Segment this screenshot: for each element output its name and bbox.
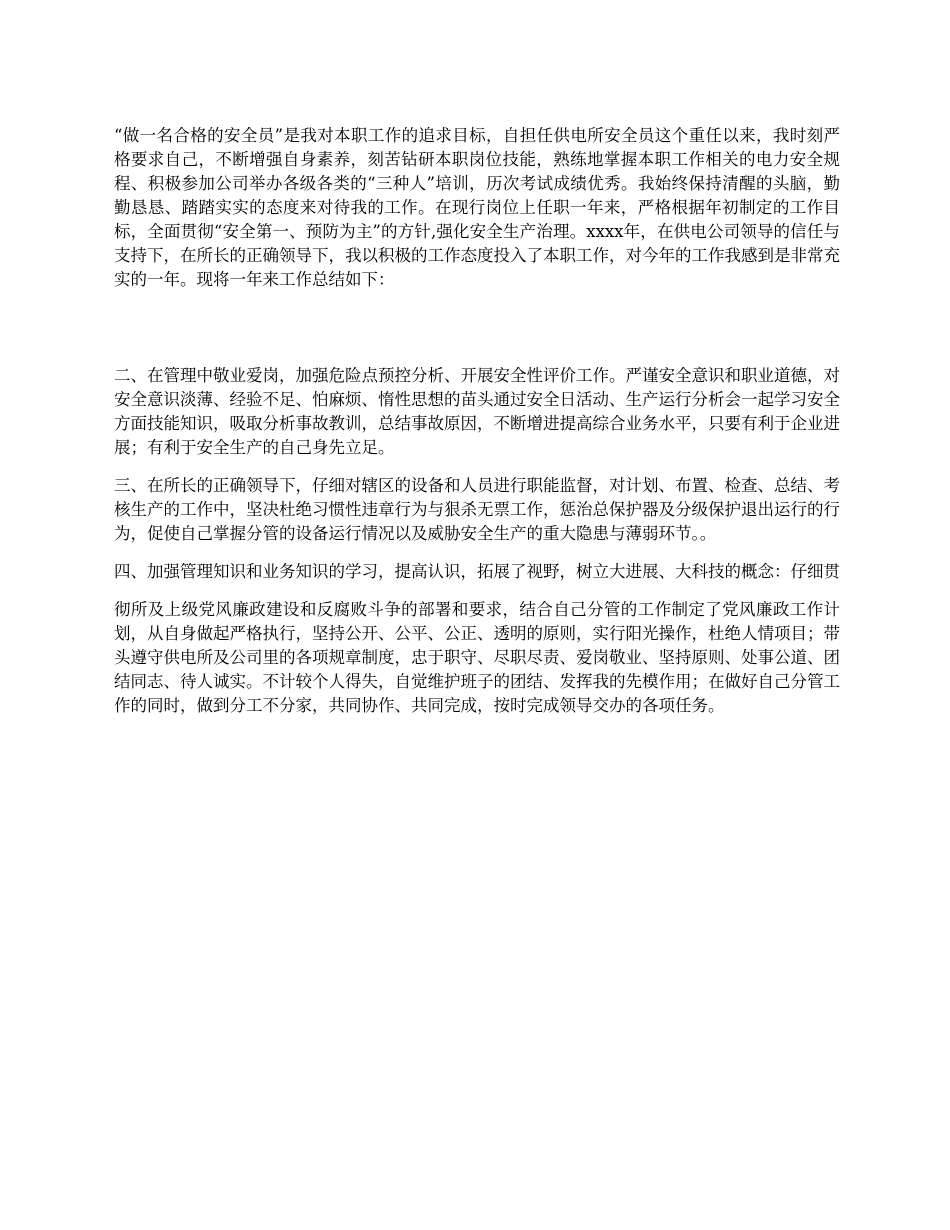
section-gap: [114, 292, 840, 364]
document-page: [114, 124, 840, 718]
paragraph-section-three: 三、在所长的正确领导下，仔细对辖区的设备和人员进行职能监督，对计划、布置、检查、总结、考核生产的工作中，坚决杜绝习惯性违章行为与狠杀无票工作，惩治总保护器及分级保护退出运行的行为，促使自己掌握分管的设备运行情况以及威胁安全生产的重大隐患与薄弱环节。。: [114, 476, 840, 543]
paragraph-intro: “做一名合格的安全员”是我对本职工作的追求目标，自担任供电所安全员这个重任以来，我时刻严格要求自己，不断增强自身素养，刻苦钻研本职岗位技能，熟练地掌握本职工作相关的电力安全规程、积极参加公司举办各级各类的“三种人”培训，历次考试成绩优秀。我始终保持清醒的头脑，勤勤恳恳、踏踏实实的态度来对待我的工作。在现行岗位上任职一年来，严格根据年初制定的工作目标，全面贯彻“安全第一、预防为主”的方针,强化安全生产治理。xxxx年，在供电公司领导的信任与支持下，在所长的正确领导下，我以积极的工作态度投入了本职工作，对今年的工作我感到是非常充实的一年。现将一年来工作总结如下：: [114, 126, 840, 289]
paragraph-section-two: 二、在管理中敬业爱岗，加强危险点预控分析、开展安全性评价工作。严谨安全意识和职业道德，对安全意识淡薄、经验不足、怕麻烦、惰性思想的苗头通过安全日活动、生产运行分析会一起学习安全方面技能知识，吸取分析事故教训，总结事故原因，不断增进提高综合业务水平，只要有利于企业进展；有利于安全生产的自己身先立足。: [114, 366, 840, 457]
paragraph-continuation: 彻所及上级党风廉政建设和反腐败斗争的部署和要求，结合自己分管的工作制定了党风廉政工作计划，从自身做起严格执行，坚持公开、公平、公正、透明的原则，实行阳光操作，杜绝人情项目；带头遵守供电所及公司里的各项规章制度，忠于职守、尽职尽责、爱岗敬业、坚持原则、处事公道、团结同志、待人诚实。不计较个人得失，自觉维护班子的团结、发挥我的先模作用；在做好自己分管工作的同时，做到分工不分家，共同协作、共同完成，按时完成领导交办的各项任务。: [114, 600, 840, 715]
paragraph-section-four: 四、加强管理知识和业务知识的学习，提高认识，拓展了视野，树立大进展、大科技的概念：仔细贯: [114, 562, 840, 581]
